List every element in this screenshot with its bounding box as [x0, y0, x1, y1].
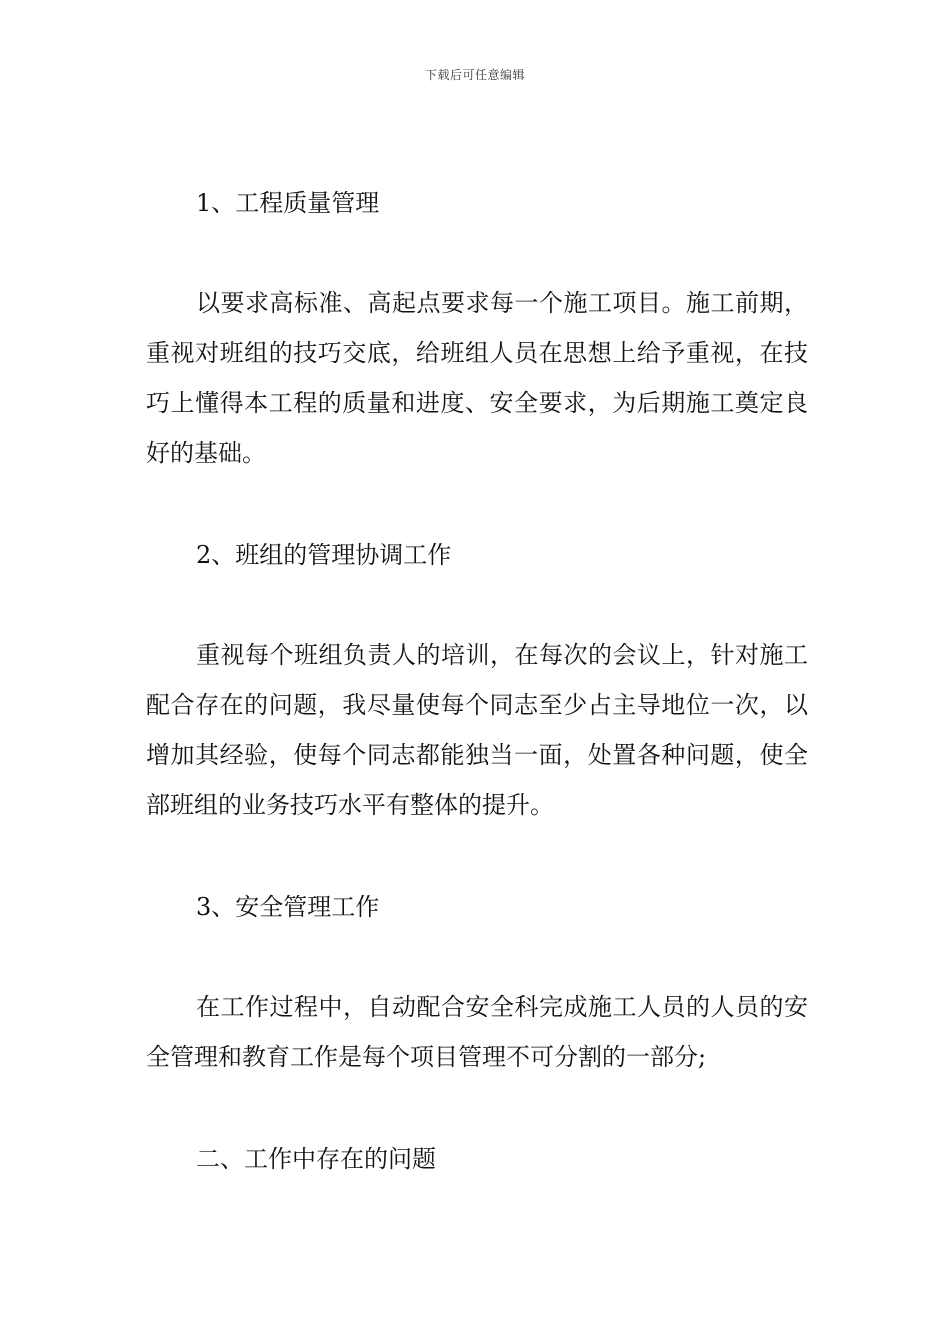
header-note: 下载后可任意编辑 [424, 68, 525, 82]
section-paragraph-team-coordination: 重视每个班组负责人的培训，在每次的会议上，针对施工配合存在的问题，我尽量使每个同志至少占主导地位一次，以增加其经验，使每个同志都能独当一面，处置各种问题，使全部班组的业务技巧水平有整体的提升。 [146, 641, 808, 819]
section-paragraph-quality: 以要求高标准、高起点要求每一个施工项目。施工前期，重视对班组的技巧交底，给班组人员在思想上给予重视，在技巧上懂得本工程的质量和进度、安全要求，为后期施工奠定良好的基础。 [146, 289, 808, 467]
section-paragraph-safety: 在工作过程中，自动配合安全科完成施工人员的人员的安全管理和教育工作是每个项目管理不可分割的一部分; [146, 993, 808, 1071]
section-heading-problems: 二、工作中存在的问题 [196, 1145, 436, 1173]
section-heading-team-coordination: 2、班组的管理协调工作 [196, 541, 452, 569]
section-heading-quality: 1、工程质量管理 [196, 189, 380, 217]
document-body [146, 178, 808, 1184]
section-heading-safety: 3、安全管理工作 [196, 893, 380, 921]
